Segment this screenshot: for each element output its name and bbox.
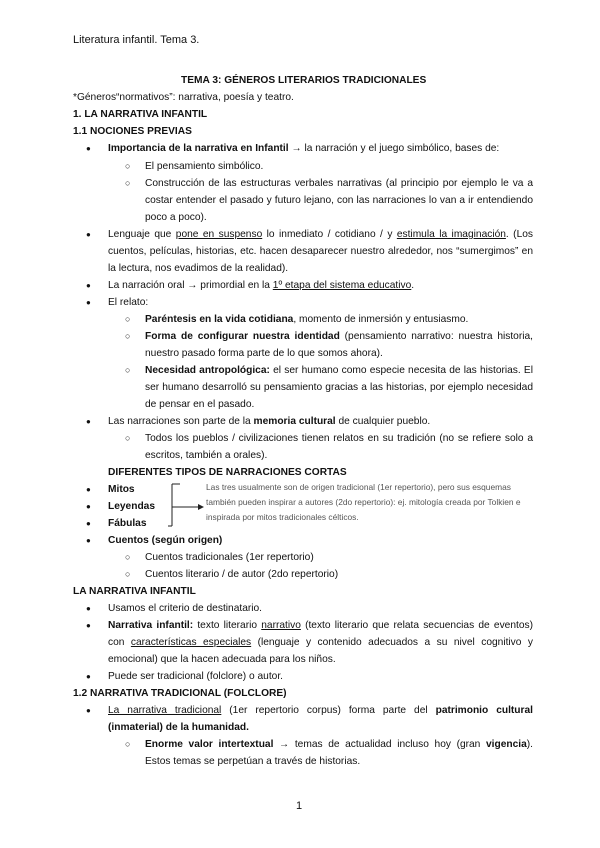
sub-list-item: ○ Cuentos tradicionales (1er repertorio) — [145, 549, 314, 566]
sub-list-item: ○ Enorme valor intertextual → temas de actualidad incluso hoy (gran vigencia). Estos temas se perpetúan a través de historias. — [145, 736, 533, 770]
section-heading-1: 1. LA NARRATIVA INFANTIL — [73, 109, 208, 120]
list-item: ● La narración oral → primordial en la 1º etapa del sistema educativo. — [108, 277, 414, 294]
page-title: TEMA 3: GÉNEROS LITERARIOS TRADICIONALES — [181, 75, 427, 86]
list-item: ● Narrativa infantil: texto literario narrativo (texto literario que relata secuencias de eventos) con características especiales (lenguaje y contenido adecuados a su nivel cognitivo y emocional) que la hacen adecuada para los niños. — [108, 617, 533, 668]
bracket-arrow-icon — [168, 478, 208, 538]
list-item: ● La narrativa tradicional (1er repertorio corpus) forma parte del patrimonio cultural (inmaterial) de la humanidad. — [108, 702, 533, 736]
list-item: ● Importancia de la narrativa en Infantil → la narración y el juego simbólico, bases de: — [108, 140, 533, 157]
list-item: ● Lenguaje que pone en suspenso lo inmediato / cotidiano / y estimula la imaginación. (Los cuentos, películas, historias, etc. hacen desaparecer nuestro alrededor, nos “sumergimos” en la lectura, nos evadimos de la realidad). — [108, 226, 533, 277]
page-number: 1 — [296, 800, 303, 812]
sub-list-item: ○ Cuentos literario / de autor (2do repertorio) — [145, 566, 338, 583]
types-note: Las tres usualmente son de origen tradicional (1er repertorio), pero sus esquemas también pueden inspirar a autores (2do repertorio): ej. mitología creada por Tolkien e inspirada por mitos tradicionales célticos. — [206, 482, 521, 522]
list-item-leyendas: ● Leyendas — [108, 498, 155, 515]
sub-list-item: ○ Todos los pueblos / civilizaciones tienen relatos en su tradición (no se refiere solo a escritos, también a orales). — [145, 430, 533, 464]
list-item: ● Usamos el criterio de destinatario. — [108, 600, 262, 617]
list-item-mitos: ● Mitos — [108, 481, 135, 498]
sub-list-item: ○ El pensamiento simbólico. — [145, 158, 263, 175]
section-heading-narrativa: LA NARRATIVA INFANTIL — [73, 586, 196, 597]
section-heading-1-2: 1.2 NARRATIVA TRADICIONAL (FOLCLORE) — [73, 688, 287, 699]
list-item: ● Las narraciones son parte de la memoria cultural de cualquier pueblo. — [108, 413, 430, 430]
sub-list-item: ○ Necesidad antropológica: el ser humano como especie necesita de las historias. El ser humano desarrolló su pensamiento gracias a las historias, por ejemplo necesidad de pensar en el pasado. — [145, 362, 533, 413]
running-header: Literatura infantil. Tema 3. — [73, 34, 200, 46]
list-item: ● El relato: — [108, 294, 148, 311]
types-heading: DIFERENTES TIPOS DE NARRACIONES CORTAS — [108, 467, 347, 478]
list-item-cuentos: ● Cuentos (según origen) — [108, 532, 222, 549]
sub-list-item: ○ Forma de configurar nuestra identidad (pensamiento narrativo: nuestra historia, nuestro pasado forma parte de lo que somos ahora). — [145, 328, 533, 362]
section-heading-1-1: 1.1 NOCIONES PREVIAS — [73, 126, 192, 137]
list-item: ● Puede ser tradicional (folclore) o autor. — [108, 668, 283, 685]
sub-list-item: ○ Construcción de las estructuras verbales narrativas (al principio por ejemplo le va a costar entender el pasado y futuro lejano, con las narraciones lo van a ir entendiendo poco a poco). — [145, 175, 533, 226]
list-item-fabulas: ● Fábulas — [108, 515, 147, 532]
subtitle: *Géneros“normativos”: narrativa, poesía y teatro. — [73, 92, 294, 103]
sub-list-item: ○ Paréntesis en la vida cotidiana, momento de inmersión y entusiasmo. — [145, 311, 468, 328]
